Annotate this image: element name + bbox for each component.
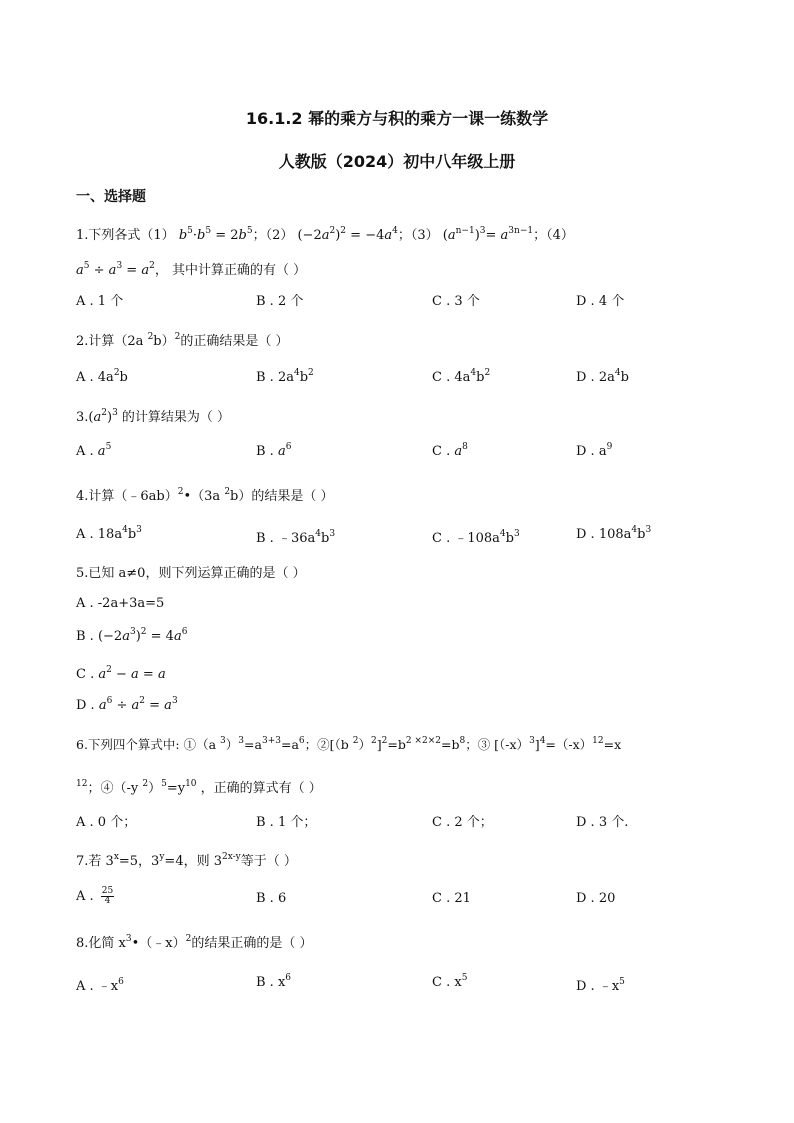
question-5: 5.已知 a≠0，则下列运算正确的是（ ）: [76, 566, 306, 581]
q2-option-c: C . $4a^4b^2$: [432, 368, 491, 385]
q5-option-b: B . $(-2a^3)^2 = 4a^6$: [76, 627, 188, 644]
question-2: 2.计算（2a $^2$b）$^2$的正确结果是（ ）: [76, 332, 289, 349]
q1-option-b: B . 2 个: [256, 294, 304, 309]
q8-option-d: D . $﹣x^5$: [576, 977, 625, 994]
q2-option-d: D . $2a^4b$: [576, 368, 629, 385]
question-6-line-2: $^{12}$；④（-y $^2)^5=y^{10}$ ，正确的算式有（ ）: [76, 779, 322, 796]
question-4: 4.计算（﹣6ab）$^2$•（3a $^2$b）的结果是（ ）: [76, 487, 334, 504]
q5-option-c: C . $a^2 - a = a$: [76, 665, 166, 682]
q6-option-c: C . 2 个；: [432, 815, 493, 830]
question-1-line-1: 1.下列各式（1） $b^5\cdot b^5 = 2b^5$；（2） $(-2a^2)^2 = -4a^4$；（3） $(a^{n-1})^3= a^{3n-1}$；（4）: [76, 226, 574, 243]
q7-option-c: C . 21: [432, 891, 471, 906]
q8-option-b: B . $x^6$: [256, 973, 292, 990]
q8-option-c: C . $x^5$: [432, 973, 468, 990]
worksheet-title: 16.1.2 幂的乘方与积的乘方一课一练数学: [245, 109, 549, 128]
fraction: $\frac{25}{4}$: [101, 886, 114, 906]
q1-option-a: A . 1 个: [76, 294, 124, 309]
question-8: 8.化简 $x^3•(﹣x)^2$的结果正确的是（ ）: [76, 934, 313, 951]
q3-option-d: D . $a^9$: [576, 442, 613, 459]
q7-option-a: A . $\frac{25}{4}$: [76, 886, 114, 906]
q4-option-c: C . $﹣108a^4b^3$: [432, 529, 520, 546]
q5-option-d: D . $a^6 \div a^2 = a^3$: [76, 696, 178, 713]
q1-option-d: D . 4 个: [576, 294, 625, 309]
q7-option-d: D . 20: [576, 891, 616, 906]
section-heading: 一、选择题: [76, 189, 146, 205]
q3-option-b: B . $a^6$: [256, 442, 292, 459]
question-7: 7.若 $3^x=5$，$3^y=4$，则 $3^{2x-y}$等于（ ）: [76, 852, 297, 869]
q4-option-a: A . $18a^4b^3$: [76, 525, 142, 542]
q4-option-b: B . $﹣36a^4b^3$: [256, 529, 336, 546]
q2-option-b: B . $2a^4b^2$: [256, 368, 314, 385]
q6-option-b: B . 1 个；: [256, 815, 317, 830]
q6-option-d: D . 3 个.: [576, 815, 629, 830]
q3-option-c: C . $a^8$: [432, 442, 468, 459]
q6-option-a: A . 0 个；: [76, 815, 137, 830]
q4-option-d: D . $108a^4b^3$: [576, 525, 652, 542]
worksheet-subtitle: 人教版（2024）初中八年级上册: [278, 152, 516, 171]
q2-option-a: A . $4a^2b$: [76, 368, 128, 385]
question-3: $3.(a^2)^3$ 的计算结果为（ ）: [76, 408, 231, 425]
q8-option-a: A . $﹣x^6$: [76, 977, 124, 994]
question-6-line-1: 6.下列四个算式中: ①（a $^3)^3=a^{3+3}=a^6$；②[（b $^2)^2]^2=b^{2 \times 2\times 2}=b^8$；③ $[(-x)^3]^4=(-x)^{12}=x$: [76, 736, 622, 752]
q1-option-c: C . 3 个: [432, 294, 480, 309]
question-1-line-2: $a^5 \div a^3 = a^2$， 其中计算正确的有（ ）: [76, 261, 307, 278]
q7-option-b: B . 6: [256, 891, 287, 906]
q5-option-a: A . -2a+3a=5: [76, 596, 165, 611]
q3-option-a: A . $a^5$: [76, 442, 112, 459]
